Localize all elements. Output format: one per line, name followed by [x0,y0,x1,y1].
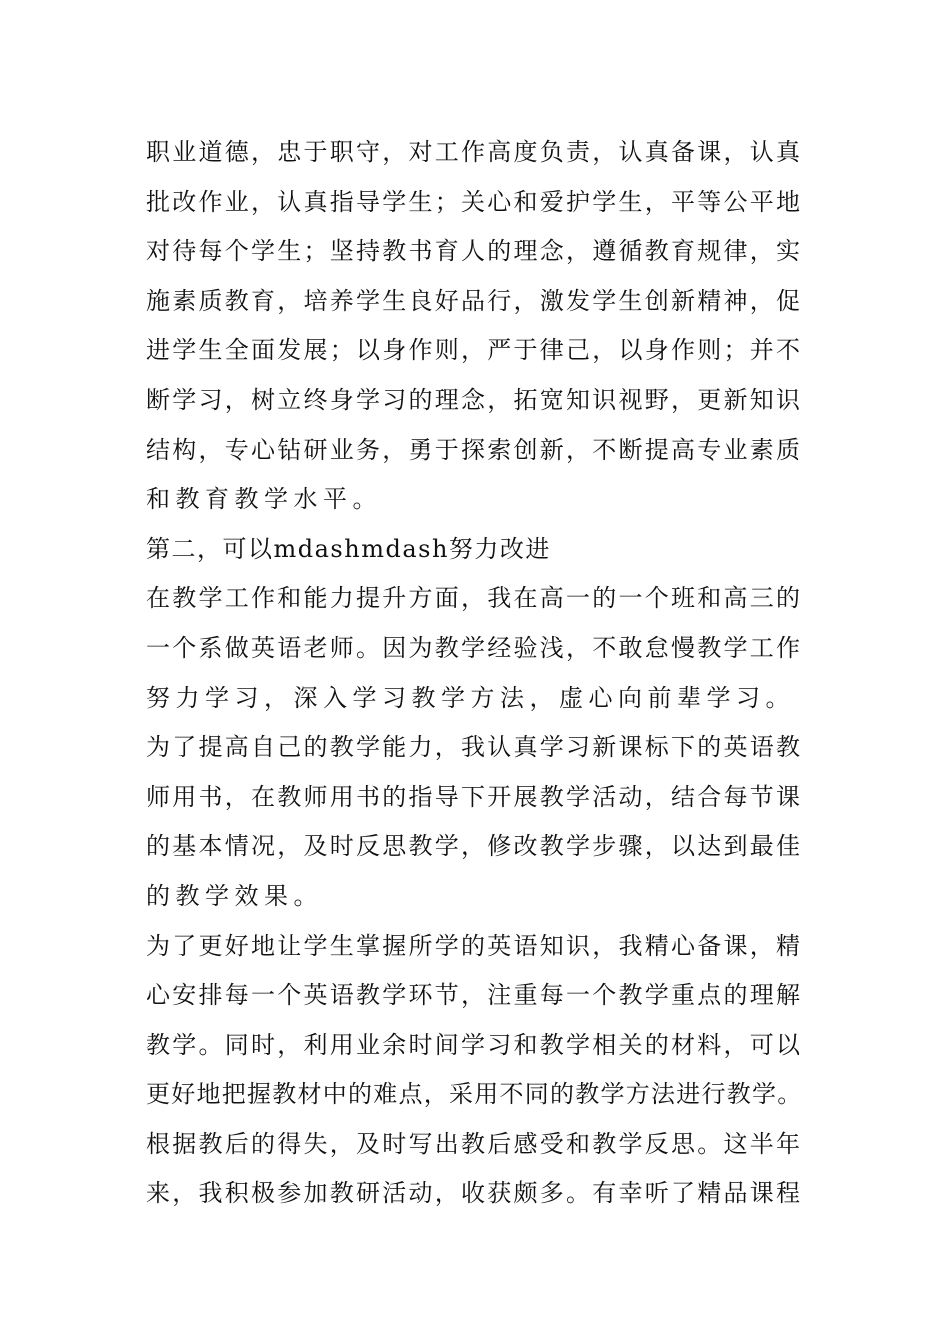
heading-line: 第二，可以mdashmdash努力改进 [146,534,551,563]
text-line: 对待每个学生；坚持教书育人的理念，遵循教育规律，实 [146,237,803,266]
paragraph-professional-ethics [146,128,806,525]
text-line: 批改作业，认真指导学生；关心和爱护学生，平等公平地 [146,187,803,216]
paragraph-teaching-ability [146,723,806,921]
document-body [146,128,806,1219]
text-line: 根据教后的得失，及时写出教后感受和教学反思。这半年 [146,1129,803,1158]
text-line: 师用书，在教师用书的指导下开展教学活动，结合每节课 [146,782,803,811]
text-line: 来，我积极参加教研活动，收获颇多。有幸听了精品课程 [146,1179,803,1208]
text-line: 为了更好地让学生掌握所学的英语知识，我精心备课，精 [146,931,803,960]
text-line: 施素质教育，培养学生良好品行，激发学生创新精神，促 [146,286,803,315]
text-line: 结构，专心钻研业务，勇于探索创新，不断提高专业素质 [146,435,803,464]
text-line: 努力学习，深入学习教学方法，虚心向前辈学习。 [146,683,795,712]
text-line: 职业道德，忠于职守，对工作高度负责，认真备课，认真 [146,138,803,166]
section-heading-second [146,525,806,575]
text-line: 在教学工作和能力提升方面，我在高一的一个班和高三的 [146,584,803,613]
paragraph-teaching-work [146,574,806,723]
paragraph-lesson-preparation [146,922,806,1220]
text-line: 更好地把握教材中的难点，采用不同的教学方法进行教学。 [146,1080,803,1109]
text-line: 心安排每一个英语教学环节，注重每一个教学重点的理解 [146,981,803,1010]
text-line: 为了提高自己的教学能力，我认真学习新课标下的英语教 [146,733,803,762]
text-line: 进学生全面发展；以身作则，严于律己，以身作则；并不 [146,336,803,365]
text-line: 断学习，树立终身学习的理念，拓宽知识视野，更新知识 [146,385,803,414]
text-line: 的基本情况，及时反思教学，修改教学步骤，以达到最佳 [146,832,803,861]
text-line: 和教育教学水平。 [146,485,382,514]
text-line: 教学。同时，利用业余时间学习和教学相关的材料，可以 [146,1030,803,1059]
text-line: 一个系做英语老师。因为教学经验浅，不敢怠慢教学工作 [146,633,803,662]
text-line: 的教学效果。 [146,881,323,910]
